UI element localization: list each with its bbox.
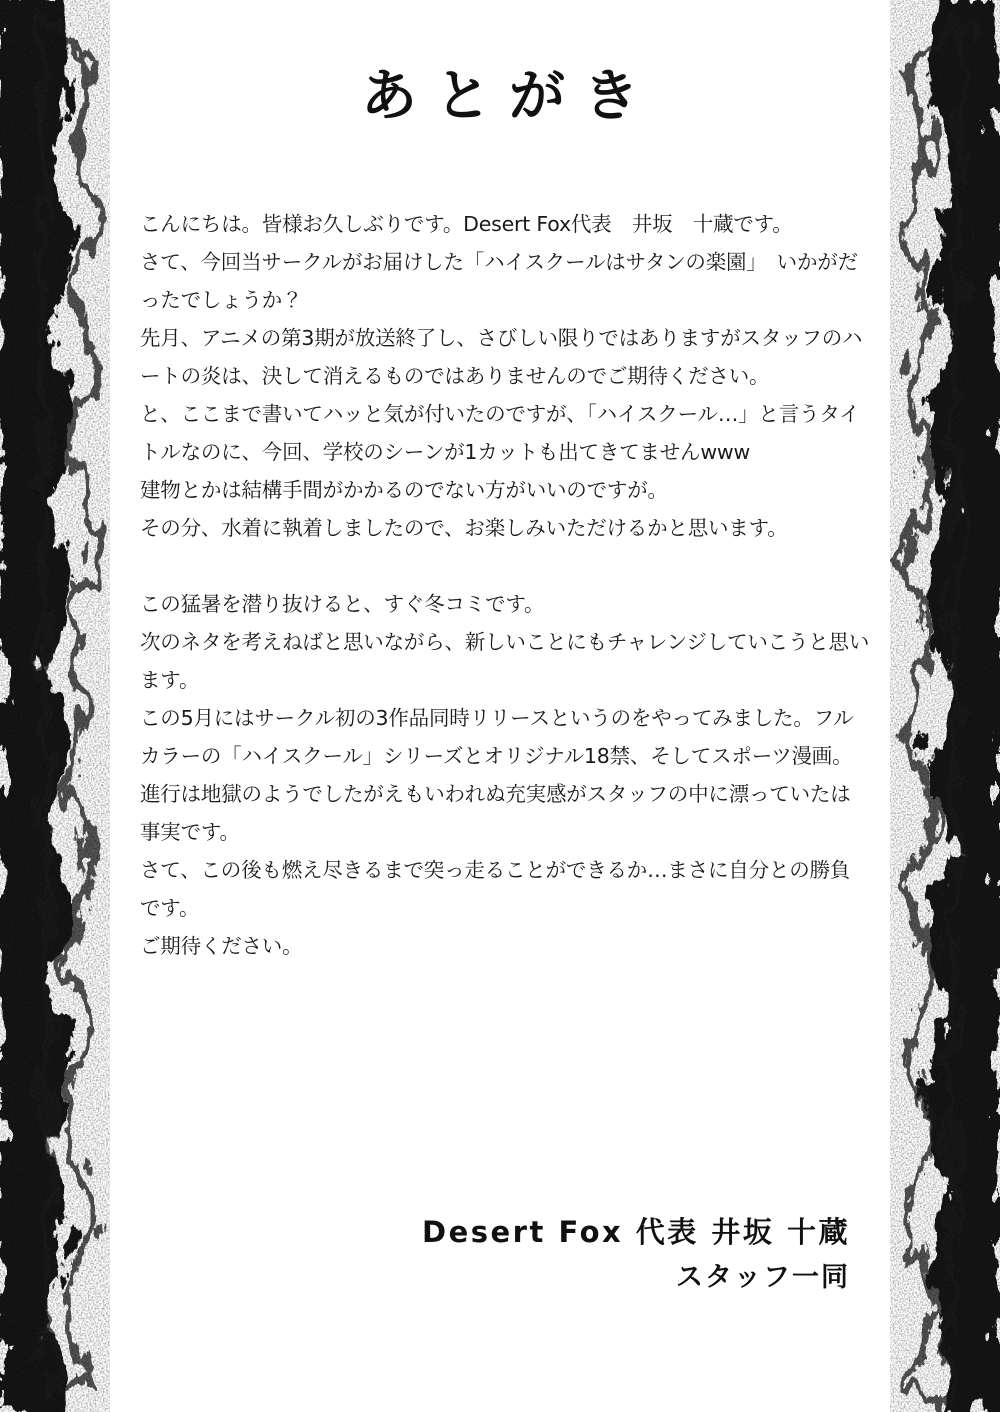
ink-border-right-decoration [890,0,1000,1412]
signature-block [422,1210,850,1294]
paragraph: 次のネタを考えねばと思いながら、新しいことにもチャレンジしていこうと思います。 [140,630,870,692]
paragraph-spacer [140,547,870,585]
page-title: あとがき [361,64,657,129]
paragraph: その分、水着に執着しましたので、お楽しみいただけるかと思います。 [140,516,788,540]
signature-circle-and-author: Desert Fox 代表 井坂 十蔵 [422,1215,850,1249]
paragraph: この5月にはサークル初の3作品同時リリースというのをやってみました。フルカラーの「ハイスクール」シリーズとオリジナル18禁、そしてスポーツ漫画。 [140,706,854,768]
paragraph: さて、この後も燃え尽きるまで突っ走ることができるか…まさに自分との勝負です。 [140,858,851,920]
paragraph: こんにちは。皆様お久しぶりです。Desert Fox代表 井坂 十蔵です。 [140,212,793,236]
paragraph: さて、今回当サークルがお届けした「ハイスクールはサタンの楽園」 いかがだったでしょうか？ [140,250,858,312]
afterword-body [140,205,870,965]
signature-staff: スタッフ一同 [676,1262,850,1293]
paragraph: この猛暑を潜り抜けると、すぐ冬コミです。 [140,592,545,616]
ink-border-left-decoration [0,0,110,1412]
paragraph: 先月、アニメの第3期が放送終了し、さびしい限りではありますがスタッフのハートの炎は、決して消えるものではありませんのでご期待ください。 [140,326,863,388]
paragraph: ご期待ください。 [140,934,303,958]
paragraph: 建物とかは結構手間がかかるのでない方がいいのですが。 [140,478,668,502]
paragraph: 進行は地獄のようでしたがえもいわれぬ充実感がスタッフの中に漂っていたは事実です。 [140,782,851,844]
paragraph: と、ここまで書いてハッと気が付いたのですが、「ハイスクール…」と言うタイトルなのに、今回、学校のシーンが1カットも出てきてませんwww [140,402,860,464]
